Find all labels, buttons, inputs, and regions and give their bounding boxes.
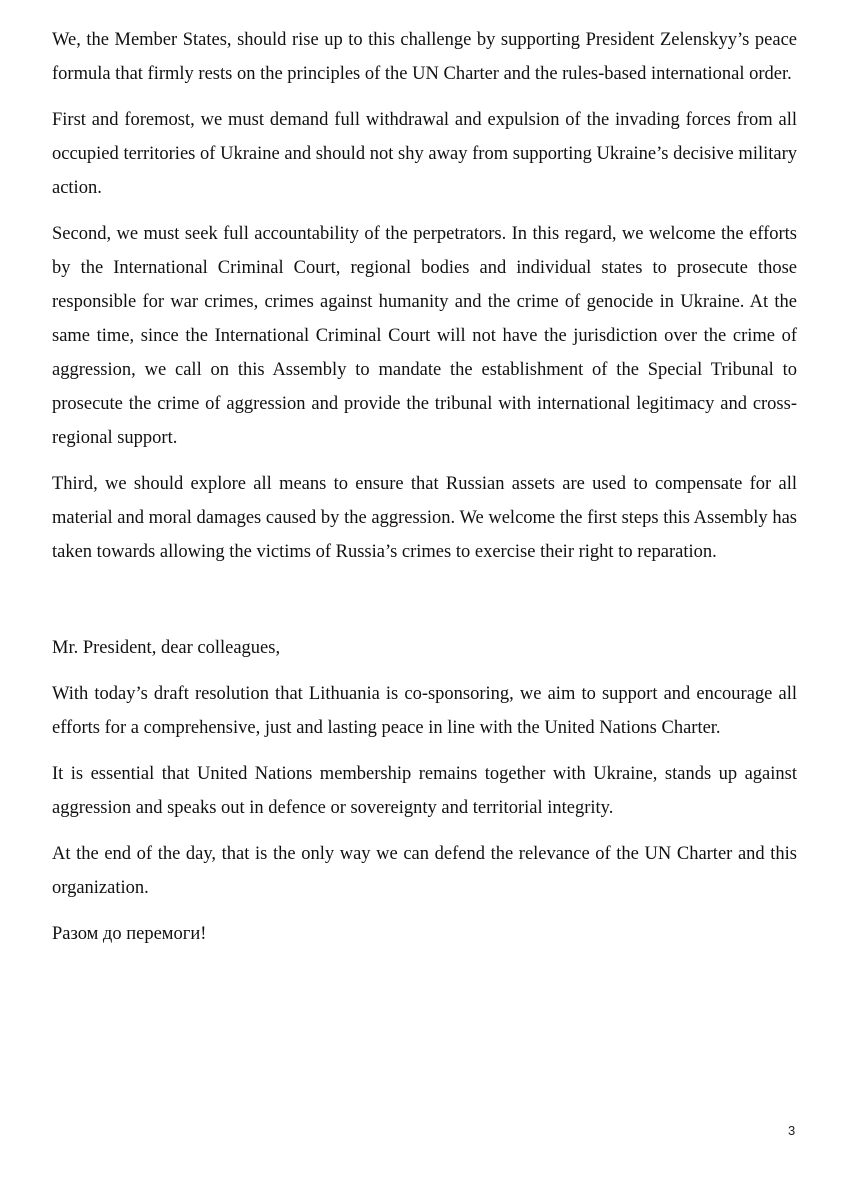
paragraph-peace-formula: We, the Member States, should rise up to this challenge by supporting President Zelenskyy’s peace formula that firmly rests on the principles of the UN Charter and the rules-based international order. <box>52 30 797 84</box>
paragraph-accountability: Second, we must seek full accountability of the perpetrators. In this regard, we welcome the efforts by the International Criminal Court, regional bodies and individual states to prosecute those responsible for war crimes, crimes against humanity and the crime of genocide in Ukraine. At the same time, since the International Criminal Court will not have the jurisdiction over the crime of aggression, we call on this Assembly to mandate the establishment of the Special Tribunal to prosecute the crime of aggression and provide the tribunal with international legitimacy and cross-regional support. <box>52 224 797 448</box>
page-number: 3 <box>788 1123 796 1138</box>
paragraph-draft-resolution: With today’s draft resolution that Lithuania is co-sponsoring, we aim to support and encourage all efforts for a comprehensive, just and lasting peace in line with the United Nations Charter. <box>52 684 797 738</box>
closing-slogan: Разом до перемоги! <box>52 924 207 944</box>
document-page <box>52 23 797 963</box>
salutation: Mr. President, dear colleagues, <box>52 638 281 658</box>
paragraph-membership: It is essential that United Nations membership remains together with Ukraine, stands up against aggression and speaks out in defence or sovereignty and territorial integrity. <box>52 764 797 818</box>
paragraph-withdrawal: First and foremost, we must demand full withdrawal and expulsion of the invading forces from all occupied territories of Ukraine and should not shy away from supporting Ukraine’s decisive military action. <box>52 110 797 198</box>
paragraph-reparation: Third, we should explore all means to ensure that Russian assets are used to compensate for all material and moral damages caused by the aggression. We welcome the first steps this Assembly has taken towards allowing the victims of Russia’s crimes to exercise their right to reparation. <box>52 474 797 562</box>
paragraph-relevance: At the end of the day, that is the only way we can defend the relevance of the UN Charter and this organization. <box>52 844 797 898</box>
